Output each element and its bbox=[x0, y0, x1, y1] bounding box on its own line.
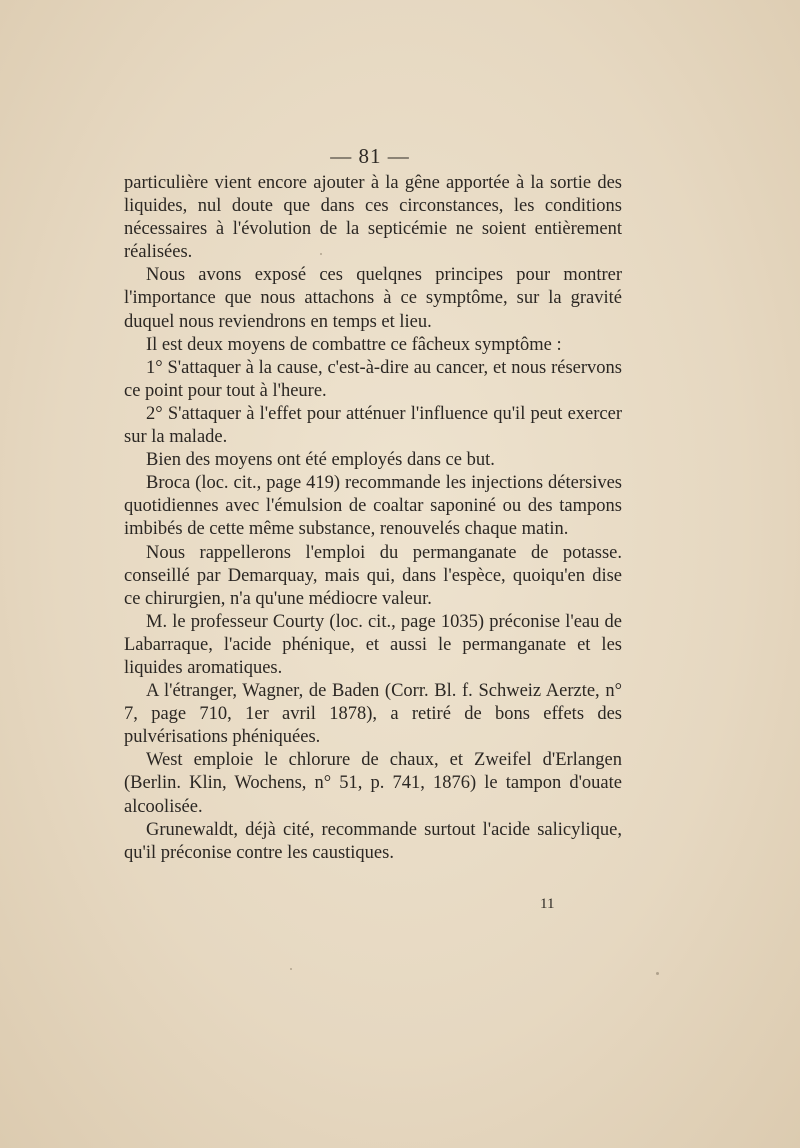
body-text bbox=[124, 172, 622, 865]
paragraph: Nous rappellerons l'emploi du permanganate de potasse. conseillé par Demarquay, mais qui, dans l'espèce, quoiqu'en dise ce chirurgien, n'a qu'une médiocre valeur. bbox=[124, 542, 622, 609]
page-number-header: — 81 — bbox=[330, 144, 410, 168]
paragraph: M. le professeur Courty (loc. cit., page 1035) préconise l'eau de Labarraque, l'acide phénique, et aussi le permanganate et les liquides aromatiques. bbox=[124, 611, 622, 678]
paper-speck bbox=[290, 968, 292, 970]
paragraph: Il est deux moyens de combattre ce fâcheux symptôme : bbox=[146, 334, 562, 355]
paragraph: Nous avons exposé ces quelqnes principes pour montrer l'importance que nous attachons à ce symptôme, sur la gravité duquel nous reviendrons en temps et lieu. bbox=[124, 265, 622, 332]
paragraph: Bien des moyens ont été employés dans ce but. bbox=[146, 450, 495, 471]
paper-speck bbox=[656, 972, 659, 975]
paragraph: Grunewaldt, déjà cité, recommande surtout l'acide salicylique, qu'il préconise contre les caustiques. bbox=[124, 819, 622, 863]
paragraph: particulière vient encore ajouter à la gêne apportée à la sortie des liquides, nul doute que dans ces circonstances, les conditions nécessaires à l'évolution de la septicémie ne soient entièrement réalisées. bbox=[124, 173, 622, 263]
paper-speck bbox=[320, 253, 322, 255]
paragraph: A l'étranger, Wagner, de Baden (Corr. Bl. f. Schweiz Aerzte, n° 7, page 710, 1er avril 1878), a retiré de bons effets des pulvérisations phéniquées. bbox=[124, 681, 622, 748]
paragraph: Broca (loc. cit., page 419) recommande les injections détersives quotidiennes avec l'émulsion de coaltar saponiné ou des tampons imbibés de cette même substance, renouvelés chaque matin. bbox=[124, 473, 622, 540]
paragraph: 2° S'attaquer à l'effet pour atténuer l'influence qu'il peut exercer sur la malade. bbox=[124, 403, 622, 448]
signature-mark: 11 bbox=[540, 896, 555, 912]
paragraph: West emploie le chlorure de chaux, et Zweifel d'Erlangen (Berlin. Klin, Wochens, n° 51, p. 741, 1876) le tampon d'ouate alcoolisée. bbox=[124, 750, 622, 817]
paragraph: 1° S'attaquer à la cause, c'est-à-dire au cancer, et nous réservons ce point pour tout à l'heure. bbox=[124, 357, 622, 401]
